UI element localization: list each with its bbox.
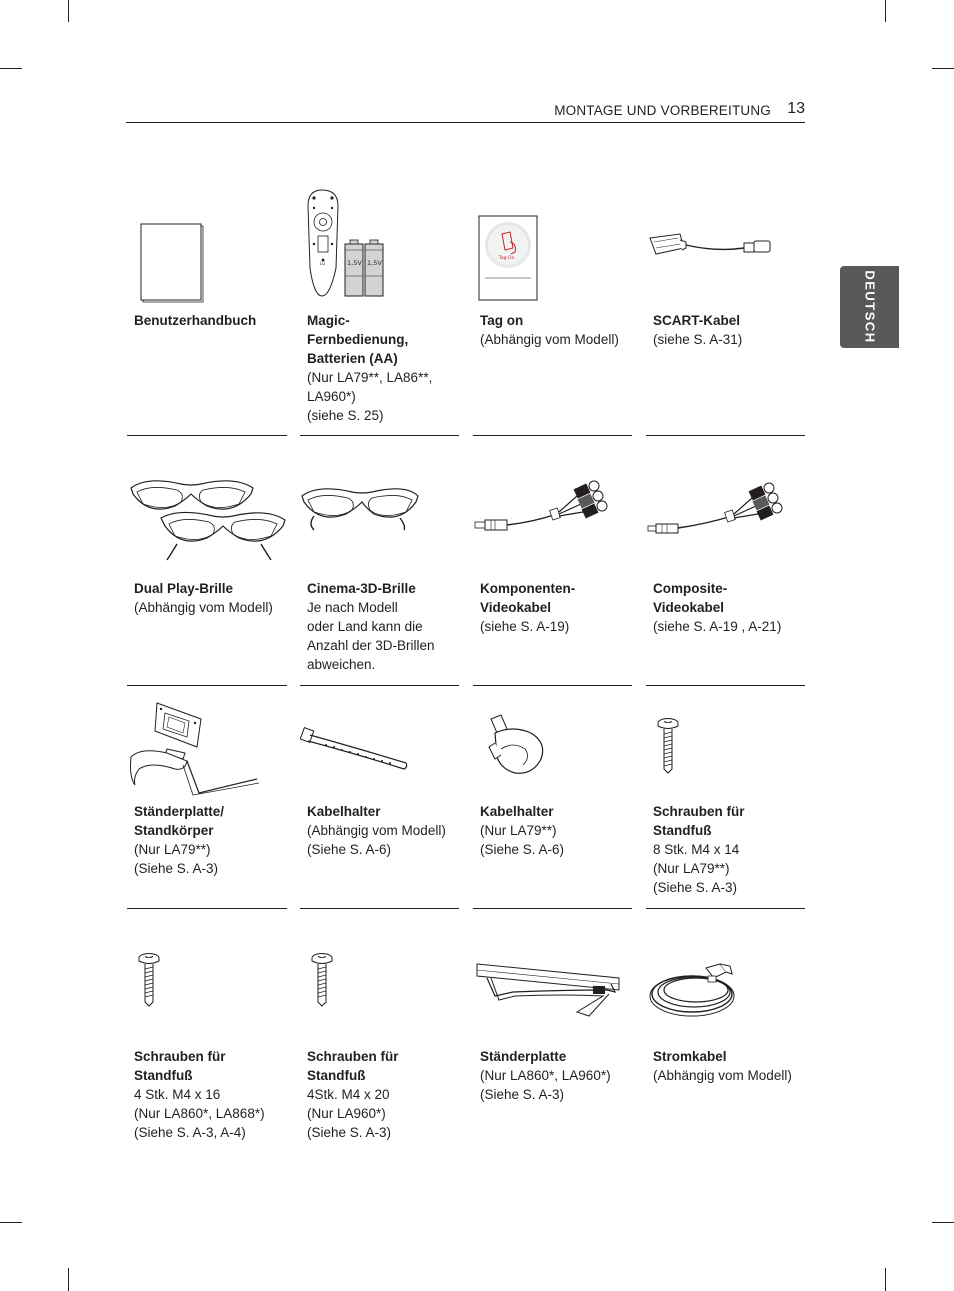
item-title: Cinema-3D-Brille bbox=[307, 581, 416, 596]
item-line: (Nur LA860*, LA960*) bbox=[480, 1068, 611, 1083]
cable-holder-icon bbox=[473, 713, 633, 783]
row-divider bbox=[646, 685, 805, 686]
item-line: (Siehe S. A-3) bbox=[653, 880, 738, 895]
screw-icon bbox=[300, 952, 460, 1012]
row-divider bbox=[300, 685, 459, 686]
row-divider bbox=[473, 908, 632, 909]
item-line: abweichen. bbox=[307, 657, 376, 672]
crop-mark bbox=[0, 1222, 22, 1223]
item-title: Komponenten- Videokabel bbox=[480, 581, 576, 615]
item-title: Schrauben für Standfuß bbox=[134, 1049, 226, 1083]
cable-tie-icon bbox=[300, 719, 460, 779]
item-line: (Abhängig vom Modell) bbox=[307, 823, 446, 838]
row-divider bbox=[127, 435, 287, 436]
item-title: Kabelhalter bbox=[307, 804, 381, 819]
language-tab-label: DEUTSCH bbox=[862, 270, 877, 344]
scart-cable-icon bbox=[646, 228, 806, 268]
item-line: (siehe S. A-31) bbox=[653, 332, 743, 347]
stand-body-icon bbox=[127, 697, 287, 797]
crop-mark bbox=[885, 1268, 886, 1291]
page-number: 13 bbox=[787, 100, 805, 117]
crop-mark bbox=[932, 1222, 954, 1223]
item-dual-play-glasses bbox=[127, 450, 287, 686]
page-header bbox=[126, 98, 805, 123]
item-line: (Siehe S. A-3) bbox=[134, 861, 219, 876]
item-line: (Nur LA79**) bbox=[653, 861, 730, 876]
item-3d-glasses bbox=[300, 450, 460, 686]
item-title: Dual Play-Brille bbox=[134, 581, 234, 596]
item-title: Schrauben für Standfuß bbox=[653, 804, 745, 838]
item-remote bbox=[300, 180, 460, 436]
item-line: (Siehe S. A-6) bbox=[480, 842, 565, 857]
row-divider bbox=[646, 908, 805, 909]
item-line: (siehe S. A-19 , A-21) bbox=[653, 619, 782, 634]
item-line: (Nur LA79**) bbox=[480, 823, 557, 838]
item-tag-on bbox=[473, 180, 633, 436]
row-divider bbox=[300, 908, 459, 909]
item-title: Ständerplatte/ Standkörper bbox=[134, 804, 225, 838]
row-divider bbox=[300, 435, 459, 436]
item-title: Ständerplatte bbox=[480, 1049, 567, 1064]
item-line: (Siehe S. A-3) bbox=[480, 1087, 565, 1102]
row-divider bbox=[127, 908, 287, 909]
item-line: oder Land kann die bbox=[307, 619, 423, 634]
item-line: (Abhängig vom Modell) bbox=[134, 600, 273, 615]
item-line: 8 Stk. M4 x 14 bbox=[653, 842, 740, 857]
language-tab bbox=[840, 266, 899, 348]
svg-text:LG: LG bbox=[320, 261, 326, 266]
item-screws-20 bbox=[300, 940, 460, 1150]
item-stand-body bbox=[127, 695, 287, 909]
crop-mark bbox=[68, 1268, 69, 1291]
item-line: (Nur LA860*, LA868*) bbox=[134, 1106, 265, 1121]
screw-icon bbox=[646, 717, 806, 777]
dual-play-glasses-icon bbox=[127, 470, 287, 570]
tag-on-icon bbox=[473, 214, 633, 304]
item-line: (Siehe S. A-3) bbox=[307, 1125, 392, 1140]
item-title: Magic- Fernbedienung, Batterien (AA) bbox=[307, 313, 409, 366]
item-line: (Siehe S. A-6) bbox=[307, 842, 392, 857]
item-screws-14 bbox=[646, 695, 806, 909]
item-cable-holder bbox=[473, 695, 633, 909]
item-line: (Abhängig vom Modell) bbox=[480, 332, 619, 347]
crop-mark bbox=[932, 68, 954, 69]
item-title: Stromkabel bbox=[653, 1049, 727, 1064]
item-composite-cable bbox=[646, 450, 806, 686]
item-component-cable bbox=[473, 450, 633, 686]
item-line: (Nur LA79**) bbox=[134, 842, 211, 857]
item-line: (Siehe S. A-3, A-4) bbox=[134, 1125, 246, 1140]
item-line: Je nach Modell bbox=[307, 600, 398, 615]
remote-icon bbox=[300, 188, 460, 300]
tag-on-label: Tag On bbox=[499, 256, 515, 261]
row-divider bbox=[473, 435, 632, 436]
item-title: Schrauben für Standfuß bbox=[307, 1049, 399, 1083]
item-scart bbox=[646, 180, 806, 436]
crop-mark bbox=[0, 68, 22, 69]
item-title: SCART-Kabel bbox=[653, 313, 741, 328]
item-line: (siehe S. A-19) bbox=[480, 619, 570, 634]
item-line: Anzahl der 3D-Brillen bbox=[307, 638, 435, 653]
power-cord-icon bbox=[646, 960, 806, 1020]
screw-icon bbox=[127, 952, 287, 1012]
item-power-cord bbox=[646, 940, 806, 1150]
item-line: (Nur LA960*) bbox=[307, 1106, 386, 1121]
item-title: Tag on bbox=[480, 313, 524, 328]
row-divider bbox=[473, 685, 632, 686]
item-stand-plate bbox=[473, 940, 633, 1150]
item-line: (Nur LA79**, LA86**, bbox=[307, 370, 433, 385]
item-line: LA960*) bbox=[307, 389, 356, 404]
composite-cable-icon bbox=[646, 480, 806, 550]
item-line: (Abhängig vom Modell) bbox=[653, 1068, 792, 1083]
crop-mark bbox=[885, 0, 886, 22]
item-manual bbox=[127, 180, 287, 436]
item-line: 4Stk. M4 x 20 bbox=[307, 1087, 390, 1102]
row-divider bbox=[646, 435, 805, 436]
battery-label: 1,5V bbox=[347, 259, 362, 267]
item-screws-16 bbox=[127, 940, 287, 1150]
crop-mark bbox=[68, 0, 69, 22]
item-title: Composite- Videokabel bbox=[653, 581, 728, 615]
section-title: MONTAGE UND VORBEREITUNG bbox=[554, 103, 771, 118]
stand-plate-icon bbox=[473, 960, 633, 1020]
item-title: Kabelhalter bbox=[480, 804, 554, 819]
item-line: (siehe S. 25) bbox=[307, 408, 384, 423]
manual-icon bbox=[127, 220, 287, 305]
component-cable-icon bbox=[473, 480, 633, 550]
battery-label: 1,5V bbox=[367, 259, 382, 267]
item-cable-tie bbox=[300, 695, 460, 909]
item-line: 4 Stk. M4 x 16 bbox=[134, 1087, 221, 1102]
3d-glasses-icon bbox=[300, 480, 460, 560]
row-divider bbox=[127, 685, 287, 686]
item-title: Benutzerhandbuch bbox=[134, 313, 257, 328]
